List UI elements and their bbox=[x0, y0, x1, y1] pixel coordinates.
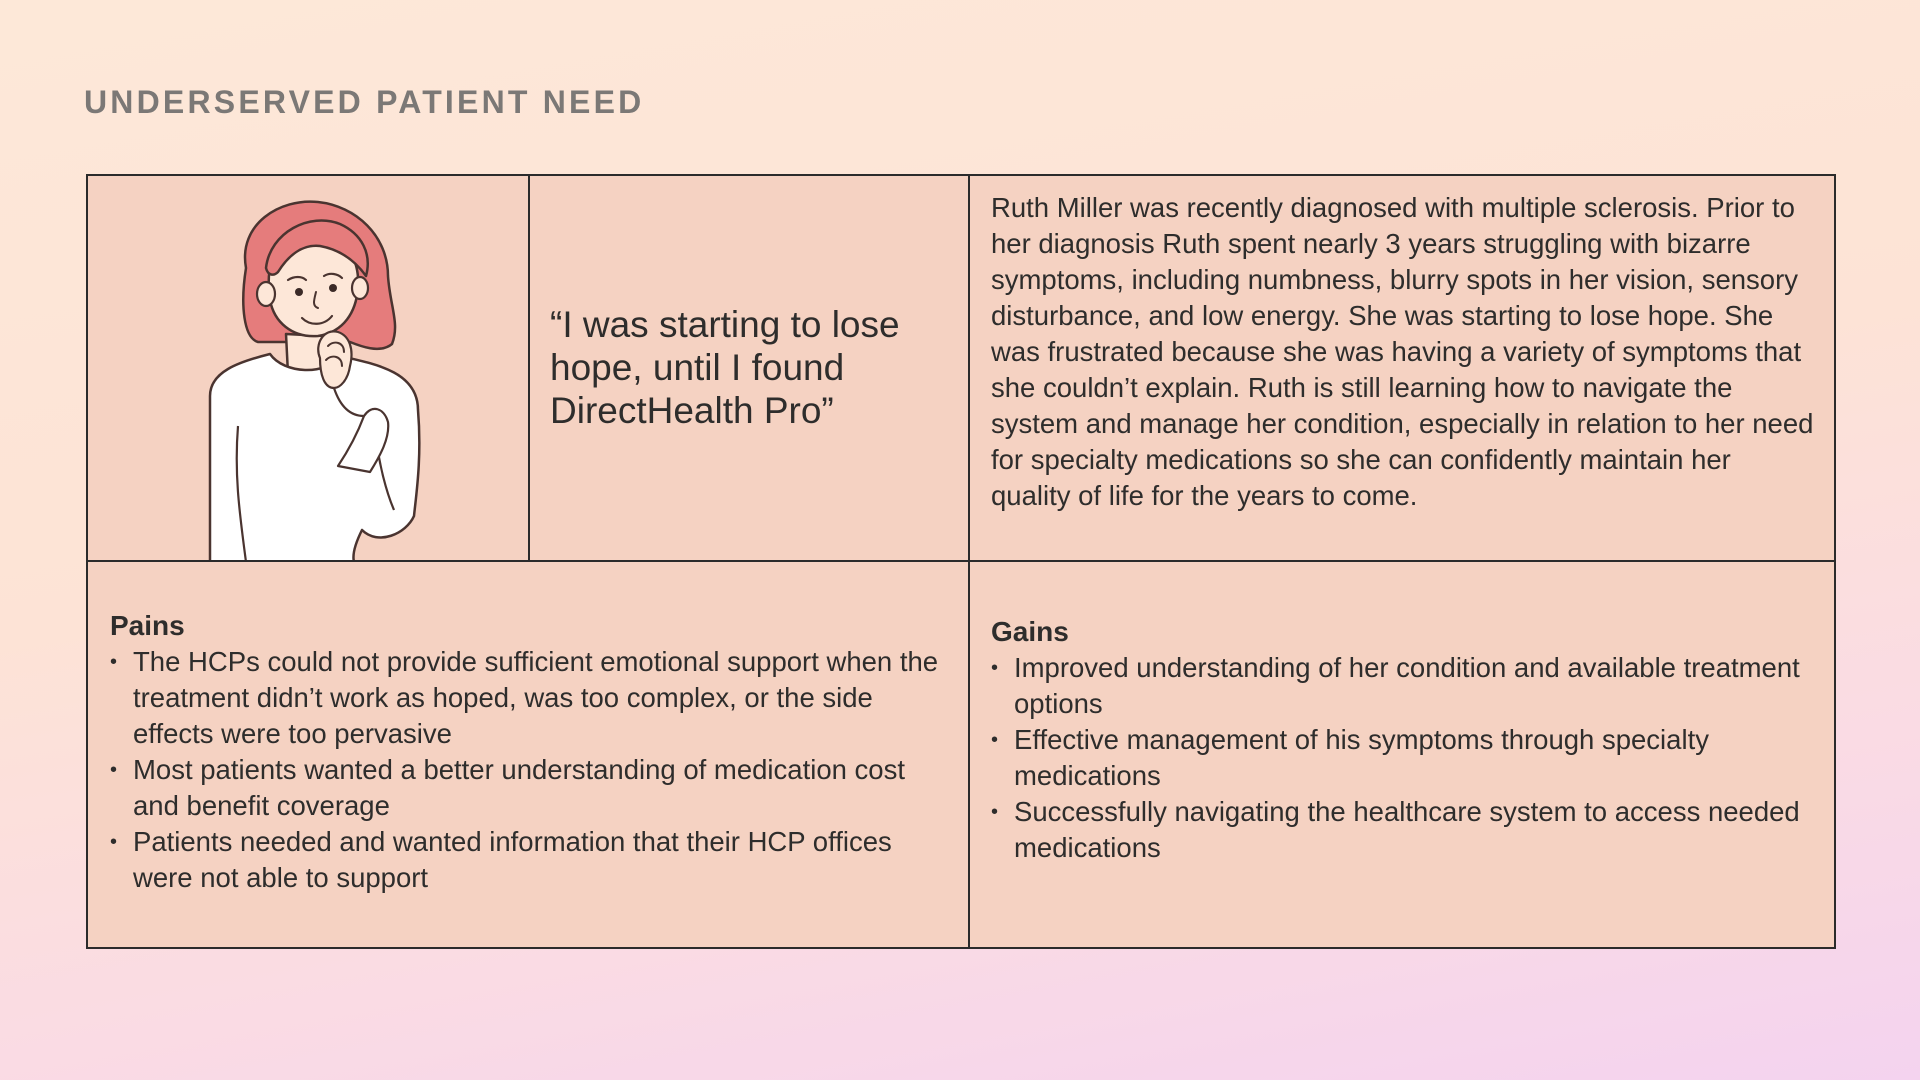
pains-list bbox=[110, 644, 948, 896]
pains-list-item: • The HCPs could not provide sufficient emotional support when the treatment didn’t work as hoped, was too complex, or the side effects were too pervasive bbox=[110, 644, 948, 752]
persona-bio-cell bbox=[970, 176, 1834, 562]
persona-bio: Ruth Miller was recently diagnosed with multiple sclerosis. Prior to her diagnosis Ruth spent nearly 3 years struggling with bizarre symptoms, including numbness, blurry spots in her vision, sensory disturbance, and low energy. She was starting to lose hope. She was frustrated because she was having a variety of symptoms that she couldn’t explain. Ruth is still learning how to navigate the system and manage her condition, especially in relation to her need for specialty medications so she can confidently maintain her quality of life for the years to come. bbox=[991, 192, 1814, 511]
gains-heading: Gains bbox=[991, 615, 1069, 647]
persona-quote-cell bbox=[530, 176, 970, 562]
persona-table bbox=[86, 174, 1836, 949]
pains-heading: Pains bbox=[110, 609, 185, 641]
persona-illustration-cell bbox=[88, 176, 530, 562]
gains-cell bbox=[970, 562, 1834, 947]
slide-title: UNDERSERVED PATIENT NEED bbox=[84, 84, 645, 120]
gains-list-item: • Effective management of his symptoms through specialty medications bbox=[991, 722, 1814, 794]
persona-quote: “I was starting to lose hope, until I found DirectHealth Pro” bbox=[550, 303, 900, 431]
gains-list bbox=[991, 650, 1814, 866]
gains-list-item: • Successfully navigating the healthcare system to access needed medications bbox=[991, 794, 1814, 866]
woman-thinking-illustration-icon bbox=[88, 176, 528, 562]
gains-list-item: • Improved understanding of her condition and available treatment options bbox=[991, 650, 1814, 722]
pains-list-item: • Patients needed and wanted information that their HCP offices were not able to support bbox=[110, 824, 948, 896]
pains-list-item: • Most patients wanted a better understanding of medication cost and benefit coverage bbox=[110, 752, 948, 824]
pains-cell bbox=[88, 562, 970, 947]
